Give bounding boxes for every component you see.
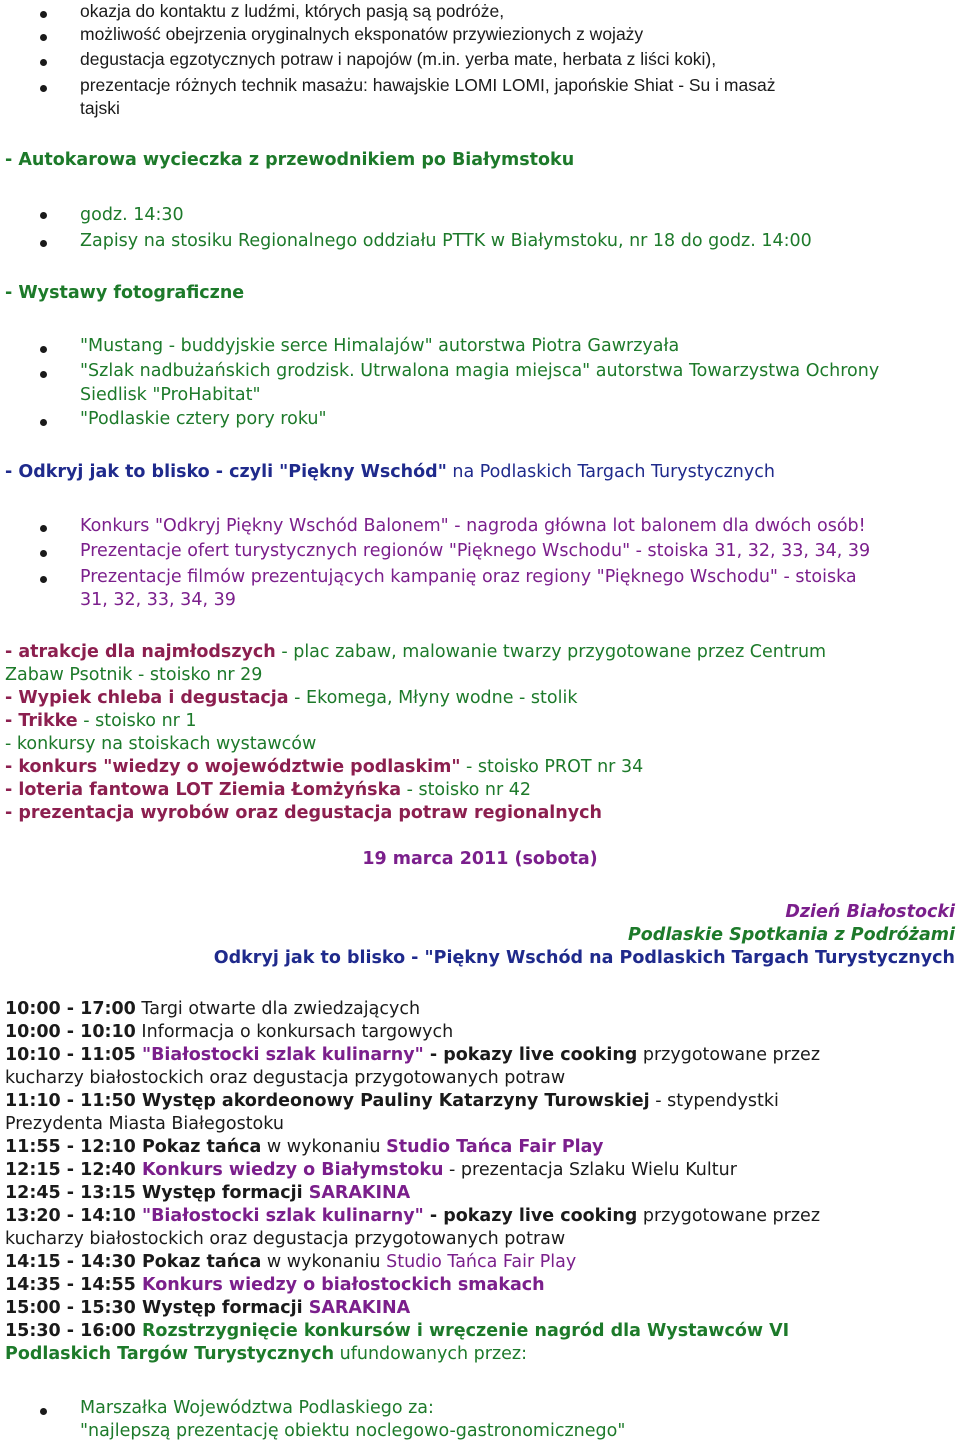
intro-bullet-3: degustacja egzotycznych potraw i napojów (m.in. yerba mate, herbata z liści koki), [80, 49, 717, 69]
bullet [40, 550, 47, 557]
schedule-text: przygotowane przez [637, 1045, 821, 1065]
discover-heading-bold: - Odkryj jak to blisko - czyli "Piękny Wschód" [5, 462, 447, 482]
schedule-text: Podlaskich Targów Turystycznych [5, 1344, 335, 1364]
schedule-line [5, 998, 420, 1021]
schedule-text: kucharzy białostockich oraz degustacja przygotowanych potraw [5, 1068, 566, 1088]
schedule-text: kucharzy białostockich oraz degustacja przygotowanych potraw [5, 1229, 566, 1249]
bullet [40, 34, 47, 41]
schedule-text: - pokazy live cooking [423, 1045, 638, 1065]
attraction-5: - konkurs "wiedzy o województwie podlaskim" - stoisko PROT nr 34 [5, 757, 644, 777]
schedule-line [5, 1297, 410, 1320]
discover-item-3-cont: 31, 32, 33, 34, 39 [80, 590, 236, 610]
schedule-text: Studio Tańca Fair Play [386, 1252, 577, 1272]
schedule-text: Konkurs wiedzy o Białymstoku [135, 1160, 444, 1180]
day-title: Dzień Białostocki [785, 902, 955, 922]
schedule-time: 14:15 - 14:30 [5, 1252, 136, 1272]
schedule-time: 10:10 - 11:05 [5, 1045, 136, 1065]
discover-heading [5, 461, 775, 484]
schedule-time: 12:45 - 13:15 [5, 1183, 136, 1203]
attraction-1: - atrakcje dla najmłodszych - plac zabaw, malowanie twarzy przygotowane przez Centrum [5, 642, 827, 662]
discover-heading-plain: na Podlaskich Targach Turystycznych [446, 462, 775, 482]
schedule-time: 11:10 - 11:50 [5, 1091, 136, 1111]
schedule-text: Występ formacji [135, 1298, 309, 1318]
bullet [40, 59, 47, 66]
intro-bullet-2: możliwość obejrzenia oryginalnych eksponatów przywiezionych z wojaży [80, 24, 644, 44]
final-bullet-1: Marszałka Województwa Podlaskiego za: [80, 1398, 434, 1418]
schedule-text: Występ akordeonowy Pauliny Katarzyny Turowskiej [135, 1091, 650, 1111]
bullet [40, 212, 47, 219]
schedule-time: 13:20 - 14:10 [5, 1206, 136, 1226]
attraction-3: - Trikke - stoisko nr 1 [5, 711, 197, 731]
bullet [40, 346, 47, 353]
schedule-line [5, 1067, 565, 1090]
schedule-time: 15:30 - 16:00 [5, 1321, 136, 1341]
schedule-text: ufundowanych przez: [334, 1344, 527, 1364]
schedule-time: 14:35 - 14:55 [5, 1275, 136, 1295]
bullet [40, 576, 47, 583]
schedule-line [5, 1205, 820, 1228]
schedule-text: - pokazy live cooking [423, 1206, 638, 1226]
photo-item-3: "Podlaskie cztery pory roku" [80, 409, 327, 429]
schedule-line [5, 1044, 820, 1067]
bullet [40, 240, 47, 247]
schedule-text: Pokaz tańca [135, 1252, 262, 1272]
schedule-text: "Białostocki szlak kulinarny" [135, 1045, 424, 1065]
attraction-2: - Wypiek chleba i degustacja - Ekomega, Młyny wodne - stolik [5, 688, 578, 708]
schedule-line [5, 1136, 603, 1159]
schedule-text: Rozstrzygnięcie konkursów i wręczenie nagród dla Wystawców VI [135, 1321, 790, 1341]
photo-item-2: "Szlak nadbużańskich grodzisk. Utrwalona magia miejsca" autorstwa Towarzystwa Ochrony [80, 361, 880, 381]
bullet [40, 525, 47, 532]
photo-item-1: "Mustang - buddyjskie serce Himalajów" autorstwa Piotra Gawrzyała [80, 336, 680, 356]
schedule-text: przygotowane przez [637, 1206, 821, 1226]
schedule-text: Występ formacji [135, 1183, 309, 1203]
attraction-7: - prezentacja wyrobów oraz degustacja potraw regionalnych [5, 803, 602, 823]
schedule-line [5, 1343, 527, 1366]
schedule-time: 11:55 - 12:10 [5, 1137, 136, 1157]
schedule-text: w wykonaniu [261, 1252, 387, 1272]
date-title: 19 marca 2011 (sobota) [362, 849, 598, 869]
schedule-line [5, 1159, 737, 1182]
final-bullet-1-cont: "najlepszą prezentację obiektu noclegowo-gastronomicznego" [80, 1421, 626, 1441]
schedule-time: 15:00 - 15:30 [5, 1298, 136, 1318]
attraction-1-cont: Zabaw Psotnik - stoisko nr 29 [5, 665, 263, 685]
attraction-4: - konkursy na stoiskach wystawców [5, 734, 317, 754]
schedule-time: 12:15 - 12:40 [5, 1160, 136, 1180]
bus-tour-signup: Zapisy na stosiku Regionalnego oddziału PTTK w Białymstoku, nr 18 do godz. 14:00 [80, 231, 812, 251]
discover-item-2: Prezentacje ofert turystycznych regionów "Pięknego Wschodu" - stoiska 31, 32, 33, 34, 39 [80, 541, 871, 561]
attraction-6: - loteria fantowa LOT Ziemia Łomżyńska - stoisko nr 42 [5, 780, 532, 800]
schedule-text: SARAKINA [308, 1183, 411, 1203]
discover-title: Odkryj jak to blisko - "Piękny Wschód na Podlaskich Targach Turystycznych [213, 948, 955, 968]
schedule-line [5, 1182, 410, 1205]
schedule-line [5, 1320, 789, 1343]
bullet [40, 11, 47, 18]
schedule-text: Targi otwarte dla zwiedzających [135, 999, 421, 1019]
schedule-text: Konkurs wiedzy o białostockich smakach [135, 1275, 545, 1295]
intro-bullet-4: prezentacje różnych technik masażu: hawajskie LOMI LOMI, japońskie Shiat - Su i masaż [80, 75, 776, 95]
bullet [40, 85, 47, 92]
bus-tour-time: godz. 14:30 [80, 205, 184, 225]
intro-bullet-1: okazja do kontaktu z ludźmi, których pasją są podróże, [80, 1, 505, 21]
bullet [40, 419, 47, 426]
schedule-text: SARAKINA [308, 1298, 411, 1318]
schedule-line [5, 1021, 453, 1044]
schedule-line [5, 1113, 284, 1136]
photo-heading: - Wystawy fotograficzne [5, 283, 245, 303]
schedule-text: w wykonaniu [261, 1137, 387, 1157]
schedule-text: Pokaz tańca [135, 1137, 262, 1157]
bullet [40, 1408, 47, 1415]
schedule-line [5, 1251, 576, 1274]
schedule-time: 10:00 - 10:10 [5, 1022, 136, 1042]
discover-item-1: Konkurs "Odkryj Piękny Wschód Balonem" - nagroda główna lot balonem dla dwóch osób! [80, 516, 866, 536]
bullet [40, 371, 47, 378]
schedule-text: Studio Tańca Fair Play [386, 1137, 604, 1157]
schedule-time: 10:00 - 17:00 [5, 999, 136, 1019]
schedule-line [5, 1090, 779, 1113]
schedule-text: "Białostocki szlak kulinarny" [135, 1206, 424, 1226]
schedule-text: - prezentacja Szlaku Wielu Kultur [443, 1160, 737, 1180]
intro-bullet-4-cont: tajski [80, 98, 120, 118]
bus-tour-heading: - Autokarowa wycieczka z przewodnikiem po Białymstoku [5, 150, 575, 170]
photo-item-2-cont: Siedlisk "ProHabitat" [80, 385, 261, 405]
schedule-text: Prezydenta Miasta Białegostoku [5, 1114, 284, 1134]
schedule-text: Informacja o konkursach targowych [135, 1022, 454, 1042]
schedule-line [5, 1228, 565, 1251]
schedule-line [5, 1274, 545, 1297]
meetings-title: Podlaskie Spotkania z Podróżami [627, 925, 955, 945]
discover-item-3: Prezentacje filmów prezentujących kampanię oraz regiony "Pięknego Wschodu" - stoiska [80, 567, 857, 587]
schedule-text: - stypendystki [649, 1091, 779, 1111]
